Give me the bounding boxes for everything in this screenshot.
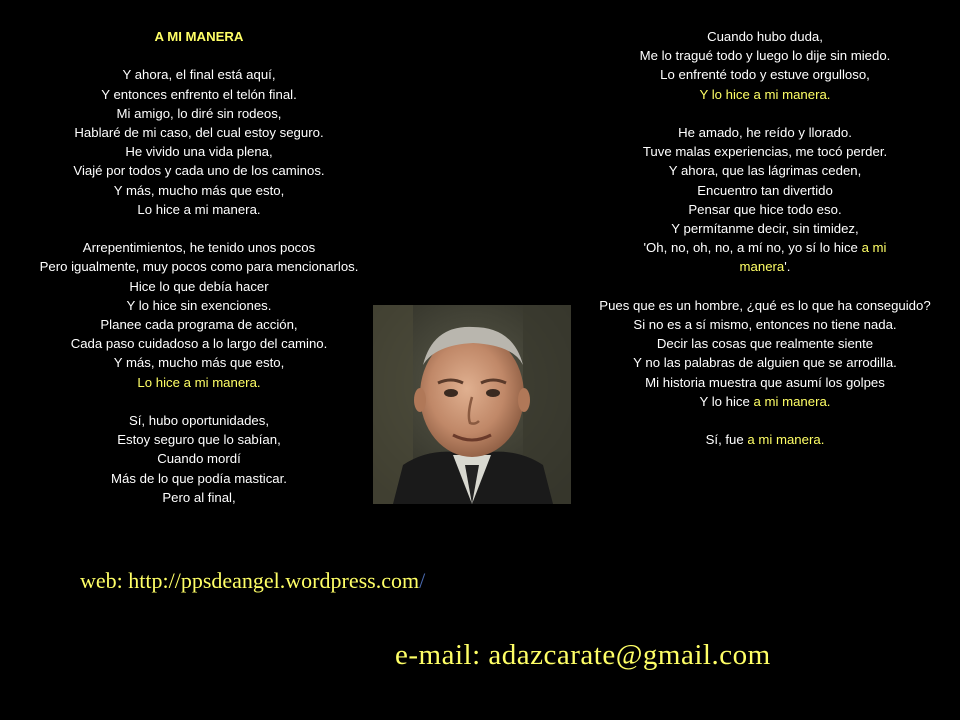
poem-line: Mi historia muestra que asumí los golpes — [645, 374, 885, 390]
poem-line: Decir las cosas que realmente siente — [656, 336, 874, 352]
line-highlight: a mi manera. — [753, 393, 831, 409]
poem-line: Y entonces enfrento el telón final. — [101, 86, 297, 102]
line-prefix: Y lo hice — [699, 393, 754, 409]
poem-line: Cuando hubo duda, — [707, 29, 823, 44]
website-trailing-slash: / — [419, 568, 426, 593]
quote-start: 'Oh, no, oh, no, a mí no, yo sí lo hice — [643, 240, 862, 256]
poem-quote-line — [590, 238, 940, 276]
website-text: web: http://ppsdeangel.wordpress.com — [80, 568, 420, 593]
poem-final-line — [590, 430, 940, 449]
poem-line-highlight: Lo hice a mi manera. — [137, 374, 261, 390]
poem-line: Y más, mucho más que esto, — [113, 182, 285, 198]
poem-line: Hice lo que debía hacer — [129, 278, 269, 294]
final-prefix: Sí, fue — [705, 432, 748, 448]
email-address[interactable]: e-mail: adazcarate@gmail.com — [395, 639, 771, 671]
poem-line: Tuve malas experiencias, me tocó perder. — [642, 144, 888, 160]
poem-line: Y ahora, el final está aquí, — [122, 67, 276, 83]
poem-right-column — [590, 27, 940, 449]
poem-line-mixed — [590, 392, 940, 411]
poem-line: Pensar que hice todo eso. — [688, 201, 842, 217]
quote-end: '. — [784, 259, 791, 275]
poem-line: Planee cada programa de acción, — [100, 317, 298, 333]
poem-line: Cada paso cuidadoso a lo largo del camino. — [70, 336, 328, 352]
poem-line: Y permítanme decir, sin timidez, — [671, 221, 859, 237]
poem-line: Hablaré de mi caso, del cual estoy seguro. — [74, 125, 324, 140]
quote-highlight-b: manera — [739, 259, 785, 275]
poem-line: Encuentro tan divertido — [697, 182, 833, 198]
poem-line: He amado, he reído y llorado. — [678, 125, 852, 140]
poem-line: Mi amigo, lo diré sin rodeos, — [116, 105, 282, 121]
poem-line: Cuando mordí — [157, 451, 241, 467]
poem-line: Más de lo que podía masticar. — [111, 470, 287, 486]
poem-line: Y ahora, que las lágrimas ceden, — [668, 163, 862, 179]
quote-highlight-a: a mi — [861, 240, 887, 256]
poem-line: Estoy seguro que lo sabían, — [117, 432, 281, 448]
portrait-photo — [373, 305, 571, 504]
portrait-illustration — [373, 305, 571, 504]
poem-line: Y lo hice sin exenciones. — [126, 297, 272, 313]
poem-line: Pero al final, — [162, 489, 236, 505]
website-link[interactable] — [80, 568, 425, 594]
poem-line: He vivido una vida plena, — [125, 144, 273, 160]
poem-line: Lo hice a mi manera. — [137, 201, 261, 217]
poem-line: Me lo tragué todo y luego lo dije sin miedo. — [639, 48, 891, 64]
poem-line: Y no las palabras de alguien que se arrodilla. — [633, 355, 897, 371]
final-highlight: a mi manera. — [747, 432, 825, 448]
poem-line: Si no es a sí mismo, entonces no tiene nada. — [633, 317, 897, 333]
poem-line: Viajé por todos y cada uno de los caminos. — [73, 163, 325, 179]
poem-line: Pero igualmente, muy pocos como para mencionarlos. — [39, 259, 359, 275]
poem-line: Arrepentimientos, he tenido unos pocos — [82, 240, 316, 256]
poem-line: Sí, hubo oportunidades, — [128, 413, 270, 429]
poem-title: A MI MANERA — [154, 29, 244, 44]
poem-line: Y más, mucho más que esto, — [113, 355, 285, 371]
poem-line: Pues que es un hombre, ¿qué es lo que ha conseguido? — [599, 297, 931, 313]
poem-line-highlight: Y lo hice a mi manera. — [699, 86, 831, 102]
poem-left-column — [0, 27, 398, 507]
poem-line: Lo enfrenté todo y estuve orgulloso, — [660, 67, 870, 83]
